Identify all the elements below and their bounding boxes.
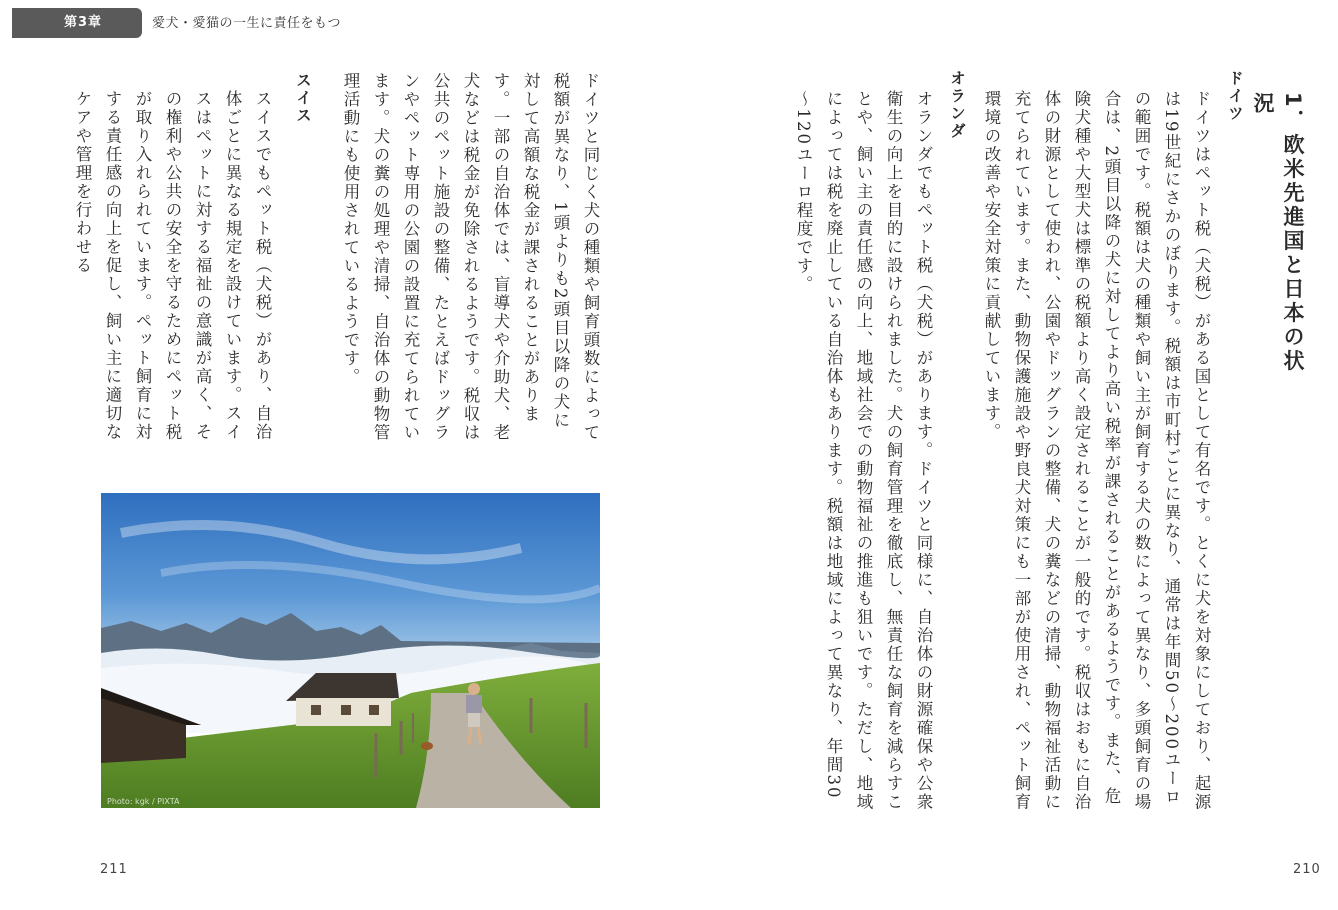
switzerland-heading: スイス — [294, 72, 312, 125]
switzerland-paragraph: スイスでもペット税（犬税）があり、自治体ごとに異なる規定を設けています。スイスはペットに対する福祉の意識が高く、その権利や公共の安全を守るためにペット税が取り入れられています。ペット飼育に対する責任感の向上を促し、飼い主に適切なケアや管理を行わせる — [73, 90, 272, 442]
germany-heading: ドイツ — [1226, 70, 1244, 123]
alpine-dog-walk-photo — [101, 493, 600, 808]
chapter-tab-label: 第3章 — [63, 15, 103, 30]
page-number-left: 211 — [100, 862, 128, 877]
netherlands-paragraph: オランダでもペット税（犬税）があります。ドイツと同様に、自治体の財源確保や公衆衛生の向上を目的に設けられました。犬の飼育管理を徹底し、無責任な飼育を減らすことや、飼い主の責任感の向上、地域社会での動物福祉の推進も狙いです。ただし、地域によっては税を廃止している自治体もあります。税額は地域によって異なり、年間30～120ユーロ程度です。 — [794, 90, 933, 812]
chapter-tab — [12, 8, 142, 38]
germany-paragraph: ドイツはペット税（犬税）がある国として有名です。とくに犬を対象にしており、起源は19世紀にさかのぼります。税額は市町村ごとに異なり、通常は年間50～200ユーロの範囲です。税額は犬の種類や飼い主が飼育する犬の数によって異なり、多頭飼育の場合は、2頭目以降の犬に対してより高い税率が課されることがあるようです。また、危険犬種や大型犬は標準の税額より高く設定されることが一般的です。税収はおもに自治体の財源として使われ、公園やドッグランの整備、犬の糞などの清掃、動物福祉活動に充てられています。また、動物保護施設や野良犬対策にも一部が使用され、ペット飼育環境の改善や安全対策に貢献しています。 — [982, 90, 1211, 812]
chapter-title: 愛犬・愛猫の一生に責任をもつ — [152, 16, 342, 31]
photo-credit: Photo: kgk / PIXTA — [107, 797, 180, 806]
section-title: 1．欧米先進国と日本の状況 — [1251, 92, 1305, 374]
netherlands-heading: オランダ — [948, 70, 966, 140]
page-number-right: 210 — [1293, 862, 1321, 877]
germany-continued-paragraph: ドイツと同じく犬の種類や飼育頭数によって税額が異なり、1頭よりも2頭目以降の犬に対して高額な税金が課されることがあります。一部の自治体では、盲導犬や介助犬、老犬などは税金が免除されるようです。税収は公共のペット施設の整備、たとえばドッグランやペット専用の公園の設置に充てられています。犬の糞の処理や清掃、自治体の動物管理活動にも使用されているようです。 — [341, 72, 600, 442]
photo-illustration — [101, 493, 600, 808]
